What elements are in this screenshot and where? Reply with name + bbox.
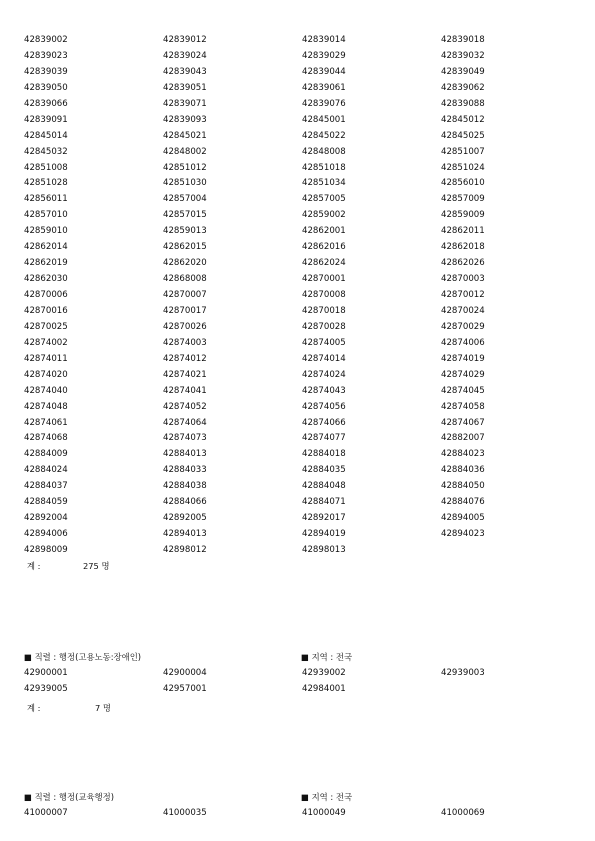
code-cell: 42874043 [302,385,346,396]
code-cell: 42862001 [302,226,346,237]
code-cell: 42862019 [24,258,68,269]
code-cell: 42857009 [441,194,485,205]
code-cell: 42898013 [302,545,346,555]
code-cell: 42870007 [163,290,207,300]
code-cell: 42859002 [302,210,346,221]
code-cell: 42868008 [163,274,207,285]
code-list-section-3 [24,806,580,822]
total-value: 275 명 [83,561,110,571]
code-cell: 42884038 [163,481,207,492]
code-cell: 42894019 [302,529,346,540]
code-cell: 42870006 [24,290,68,300]
code-cell: 42859010 [24,226,68,237]
code-cell: 42939005 [24,683,68,694]
code-cell: 42894013 [163,529,207,540]
code-cell: 42870024 [441,305,485,316]
total-value: 7 명 [95,703,111,713]
code-cell: 42884059 [24,497,68,508]
code-cell: 42874002 [24,337,68,348]
code-cell: 41000049 [302,808,346,818]
code-cell: 42851030 [163,178,207,189]
code-cell: 42862015 [163,242,207,253]
code-cell: 42845022 [302,130,346,141]
code-cell: 42884018 [302,449,346,460]
total-label: 계 : [27,561,41,571]
code-cell: 42870008 [302,290,346,300]
code-cell: 41000069 [441,808,485,818]
code-cell: 42851034 [302,178,346,189]
code-cell: 42892005 [163,513,207,524]
code-cell: 42892017 [302,513,346,524]
code-cell: 42884048 [302,481,346,492]
code-cell: 42870026 [163,321,207,332]
code-cell: 42851008 [24,162,68,173]
code-cell: 42870018 [302,305,346,316]
total-section-2 [24,702,111,714]
code-cell: 42859013 [163,226,207,237]
code-cell: 42839032 [441,50,485,61]
code-cell: 41000035 [163,808,207,818]
code-cell: 42874005 [302,337,346,348]
code-cell: 42884024 [24,465,68,476]
code-cell: 42839023 [24,50,68,61]
code-cell: 42884023 [441,449,485,460]
code-cell: 42894005 [441,513,485,524]
code-cell: 42874041 [163,385,207,396]
code-cell: 42851007 [441,146,485,157]
code-cell: 42874058 [441,401,485,412]
code-cell: 42859009 [441,210,485,221]
code-cell: 42884050 [441,481,485,492]
code-cell: 42874014 [302,353,346,364]
code-cell: 42894006 [24,529,68,540]
code-list-section-1 [24,33,580,559]
code-cell: 42839043 [163,66,207,77]
code-cell: 42839024 [163,50,207,61]
code-cell: 42900001 [24,668,68,678]
code-cell: 42851018 [302,162,346,173]
code-cell: 42874020 [24,369,68,380]
code-cell: 42874045 [441,385,485,396]
category-label: ■ 직렬 : 행정(고용노동:장애인) [24,652,142,662]
code-cell: 42839044 [302,66,346,77]
region-header-section-2 [301,651,352,663]
code-cell: 42882007 [441,433,485,444]
code-cell: 42898012 [163,545,207,555]
code-cell: 42874052 [163,401,207,412]
code-cell: 42862014 [24,242,68,253]
code-cell: 42857005 [302,194,346,205]
code-cell: 42851028 [24,178,68,189]
code-cell: 42898009 [24,545,68,555]
code-cell: 42856011 [24,194,68,205]
code-cell: 42839039 [24,66,68,77]
code-cell: 42874012 [163,353,207,364]
code-cell: 42845014 [24,130,68,141]
code-cell: 42839091 [24,114,68,125]
code-cell: 42870003 [441,274,485,285]
code-cell: 42884036 [441,465,485,476]
code-cell: 42874077 [302,433,346,444]
code-cell: 42839062 [441,82,485,93]
code-cell: 42839012 [163,35,207,45]
code-cell: 42862024 [302,258,346,269]
region-header-section-3 [301,791,352,803]
code-cell: 42862016 [302,242,346,253]
code-cell: 42857015 [163,210,207,221]
code-cell: 42839050 [24,82,68,93]
code-cell: 42884013 [163,449,207,460]
code-cell: 42857004 [163,194,207,205]
code-cell: 42874073 [163,433,207,444]
code-cell: 42870012 [441,290,485,300]
code-cell: 42874048 [24,401,68,412]
code-cell: 42839088 [441,98,485,109]
code-cell: 42862011 [441,226,485,237]
code-cell: 42839049 [441,66,485,77]
code-cell: 42839093 [163,114,207,125]
code-cell: 42845012 [441,114,485,125]
code-cell: 42862018 [441,242,485,253]
code-cell: 42874068 [24,433,68,444]
code-cell: 42839066 [24,98,68,109]
code-cell: 42839002 [24,35,68,45]
code-cell: 42984001 [302,683,346,694]
code-cell: 42900004 [163,668,207,678]
code-cell: 42845021 [163,130,207,141]
region-label: ■ 지역 : 전국 [301,792,353,802]
code-cell: 42870016 [24,305,68,316]
code-cell: 41000007 [24,808,68,818]
region-label: ■ 지역 : 전국 [301,652,353,662]
code-cell: 42939003 [441,668,485,678]
code-cell: 42874066 [302,417,346,428]
code-cell: 42884066 [163,497,207,508]
code-cell: 42839018 [441,35,485,45]
code-cell: 42862030 [24,274,68,285]
code-cell: 42874019 [441,353,485,364]
code-cell: 42870017 [163,305,207,316]
code-cell: 42870001 [302,274,346,285]
code-cell: 42848008 [302,146,346,157]
code-cell: 42856010 [441,178,485,189]
code-cell: 42870029 [441,321,485,332]
code-cell: 42848002 [163,146,207,157]
code-cell: 42845032 [24,146,68,157]
total-label: 계 : [27,703,41,713]
code-cell: 42874061 [24,417,68,428]
code-cell: 42845001 [302,114,346,125]
code-cell: 42839071 [163,98,207,109]
code-cell: 42857010 [24,210,68,221]
code-cell: 42839014 [302,35,346,45]
code-cell: 42874024 [302,369,346,380]
code-cell: 42939002 [302,668,346,678]
code-cell: 42874064 [163,417,207,428]
code-cell: 42884033 [163,465,207,476]
total-section-1 [24,560,110,572]
code-cell: 42894023 [441,529,485,540]
code-cell: 42839076 [302,98,346,109]
code-cell: 42874006 [441,337,485,348]
code-cell: 42874011 [24,353,68,364]
code-cell: 42884037 [24,481,68,492]
code-list-section-2 [24,666,580,698]
code-cell: 42874056 [302,401,346,412]
code-cell: 42957001 [163,683,207,694]
category-label: ■ 직렬 : 행정(교육행정) [24,792,114,802]
code-cell: 42874040 [24,385,68,396]
code-cell: 42874021 [163,369,207,380]
code-cell: 42839051 [163,82,207,93]
code-cell: 42862026 [441,258,485,269]
code-cell: 42870028 [302,321,346,332]
code-cell: 42839061 [302,82,346,93]
code-cell: 42851012 [163,162,207,173]
code-cell: 42892004 [24,513,68,524]
category-header-section-3 [24,791,114,803]
code-cell: 42839029 [302,50,346,61]
code-cell: 42862020 [163,258,207,269]
code-cell: 42874003 [163,337,207,348]
code-cell: 42884076 [441,497,485,508]
code-cell: 42851024 [441,162,485,173]
code-cell: 42870025 [24,321,68,332]
category-header-section-2 [24,651,141,663]
code-cell: 42884071 [302,497,346,508]
code-cell: 42845025 [441,130,485,141]
code-cell: 42884009 [24,449,68,460]
code-cell: 42874067 [441,417,485,428]
code-cell: 42874029 [441,369,485,380]
code-cell: 42884035 [302,465,346,476]
